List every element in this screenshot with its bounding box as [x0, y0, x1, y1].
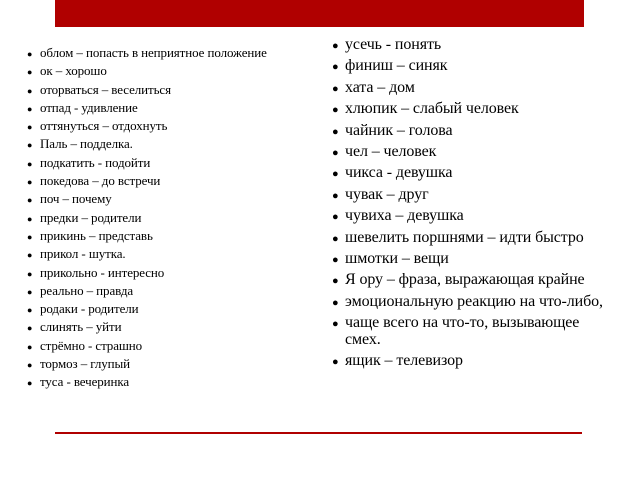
list-item-text: чикса - девушка	[345, 164, 453, 182]
list-item	[27, 374, 300, 390]
slang-list-left	[27, 45, 300, 393]
bullet-icon: ●	[332, 82, 339, 95]
list-item-text: Я ору – фраза, выражающая крайне	[345, 271, 585, 289]
list-item	[332, 271, 607, 289]
list-item-text: Паль – подделка.	[40, 136, 133, 152]
list-item-text: чувак – друг	[345, 185, 429, 203]
list-item	[332, 164, 607, 182]
bullet-icon: ●	[27, 67, 33, 78]
list-item	[27, 173, 300, 189]
list-item-text: чувиха – девушка	[345, 207, 464, 225]
bottom-divider	[55, 432, 582, 434]
list-item	[27, 45, 300, 60]
list-item	[27, 264, 300, 280]
bullet-icon: ●	[27, 250, 33, 261]
list-item	[332, 352, 607, 370]
list-item-text: ящик – телевизор	[345, 352, 463, 370]
bullet-icon: ●	[27, 85, 33, 96]
list-item-text: усечь - понять	[345, 36, 442, 53]
list-item-text: прикольно - интересно	[40, 264, 165, 280]
list-item	[27, 356, 300, 372]
list-item	[332, 207, 607, 225]
list-item-text: поч – почему	[40, 191, 112, 207]
bullet-icon: ●	[27, 341, 33, 352]
bullet-icon: ●	[27, 213, 33, 224]
bullet-icon: ●	[332, 146, 339, 159]
list-item-text: туса - вечеринка	[40, 374, 130, 390]
list-item	[27, 301, 300, 317]
bullet-icon: ●	[332, 232, 339, 245]
bullet-icon: ●	[332, 168, 339, 181]
list-item-text: эмоциональную реакцию на что-либо,	[345, 292, 603, 310]
list-item-text: хата – дом	[345, 78, 415, 96]
bullet-icon: ●	[332, 189, 339, 202]
list-item-text: тормоз – глупый	[40, 356, 130, 372]
list-item	[27, 282, 300, 298]
bullet-icon: ●	[27, 360, 33, 371]
list-item-text: оттянуться – отдохнуть	[40, 118, 168, 134]
list-item-text: стрёмно - страшно	[40, 337, 143, 353]
list-item-text: предки – родители	[40, 209, 142, 225]
bullet-icon: ●	[27, 49, 33, 59]
list-item	[27, 136, 300, 152]
list-item	[27, 246, 300, 262]
bullet-icon: ●	[332, 211, 339, 224]
list-item	[332, 185, 607, 203]
list-item	[332, 228, 607, 246]
bullet-icon: ●	[27, 140, 33, 151]
list-item	[27, 227, 300, 243]
list-item-text: прикинь – представь	[40, 227, 153, 243]
bullet-icon: ●	[27, 231, 33, 242]
list-item	[27, 191, 300, 207]
list-item-text: прикол - шутка.	[40, 246, 126, 262]
slang-list-right	[332, 36, 607, 374]
list-item-text: оторваться – веселиться	[40, 81, 171, 97]
bullet-icon: ●	[332, 125, 339, 138]
list-item	[332, 249, 607, 267]
list-item	[332, 100, 607, 118]
list-item	[27, 118, 300, 134]
bullet-icon: ●	[332, 61, 339, 74]
list-item-text: финиш – синяк	[345, 57, 448, 75]
list-item	[332, 57, 607, 75]
list-item	[332, 142, 607, 160]
bullet-icon: ●	[27, 268, 33, 279]
bullet-icon: ●	[27, 323, 33, 334]
bullet-icon: ●	[27, 177, 33, 188]
bullet-icon: ●	[332, 318, 339, 331]
bullet-icon: ●	[332, 296, 339, 309]
list-item	[27, 63, 300, 79]
bullet-icon: ●	[27, 103, 33, 114]
bullet-icon: ●	[332, 40, 339, 52]
list-item-text: родаки - родители	[40, 301, 139, 317]
list-item-text: хлюпик – слабый человек	[345, 100, 519, 118]
list-item	[332, 121, 607, 139]
bullet-icon: ●	[27, 122, 33, 133]
bullet-icon: ●	[332, 104, 339, 117]
list-item-text: подкатить - подойти	[40, 154, 151, 170]
bullet-icon: ●	[27, 158, 33, 169]
bullet-icon: ●	[27, 378, 33, 389]
list-item	[27, 81, 300, 97]
list-item	[27, 209, 300, 225]
bullet-icon: ●	[27, 195, 33, 206]
list-item	[332, 36, 607, 53]
bullet-icon: ●	[332, 356, 339, 369]
list-item-text: ок – хорошо	[40, 63, 107, 79]
list-item-text: реально – правда	[40, 282, 134, 298]
list-item	[27, 154, 300, 170]
list-item	[332, 78, 607, 96]
list-item	[27, 319, 300, 335]
bullet-icon: ●	[332, 253, 339, 266]
list-item	[27, 337, 300, 353]
list-item	[332, 314, 607, 349]
list-item-text: покедова – до встречи	[40, 173, 161, 189]
list-item-text: отпад - удивление	[40, 99, 138, 115]
list-item-text: шмотки – вещи	[345, 249, 449, 267]
list-item-text: чаще всего на что-то, вызывающее смех.	[345, 314, 580, 349]
bullet-icon: ●	[332, 275, 339, 288]
list-item-text: чел – человек	[345, 142, 437, 160]
list-item	[332, 292, 607, 310]
list-item	[27, 99, 300, 115]
list-item-text: облом – попасть в неприятное положение	[40, 45, 267, 60]
bullet-icon: ●	[27, 305, 33, 316]
list-item-text: слинять – уйти	[40, 319, 122, 335]
list-item-text: шевелить поршнями – идти быстро	[345, 228, 584, 246]
bullet-icon: ●	[27, 286, 33, 297]
top-accent-bar	[55, 0, 584, 27]
list-item-text: чайник – голова	[345, 121, 453, 139]
